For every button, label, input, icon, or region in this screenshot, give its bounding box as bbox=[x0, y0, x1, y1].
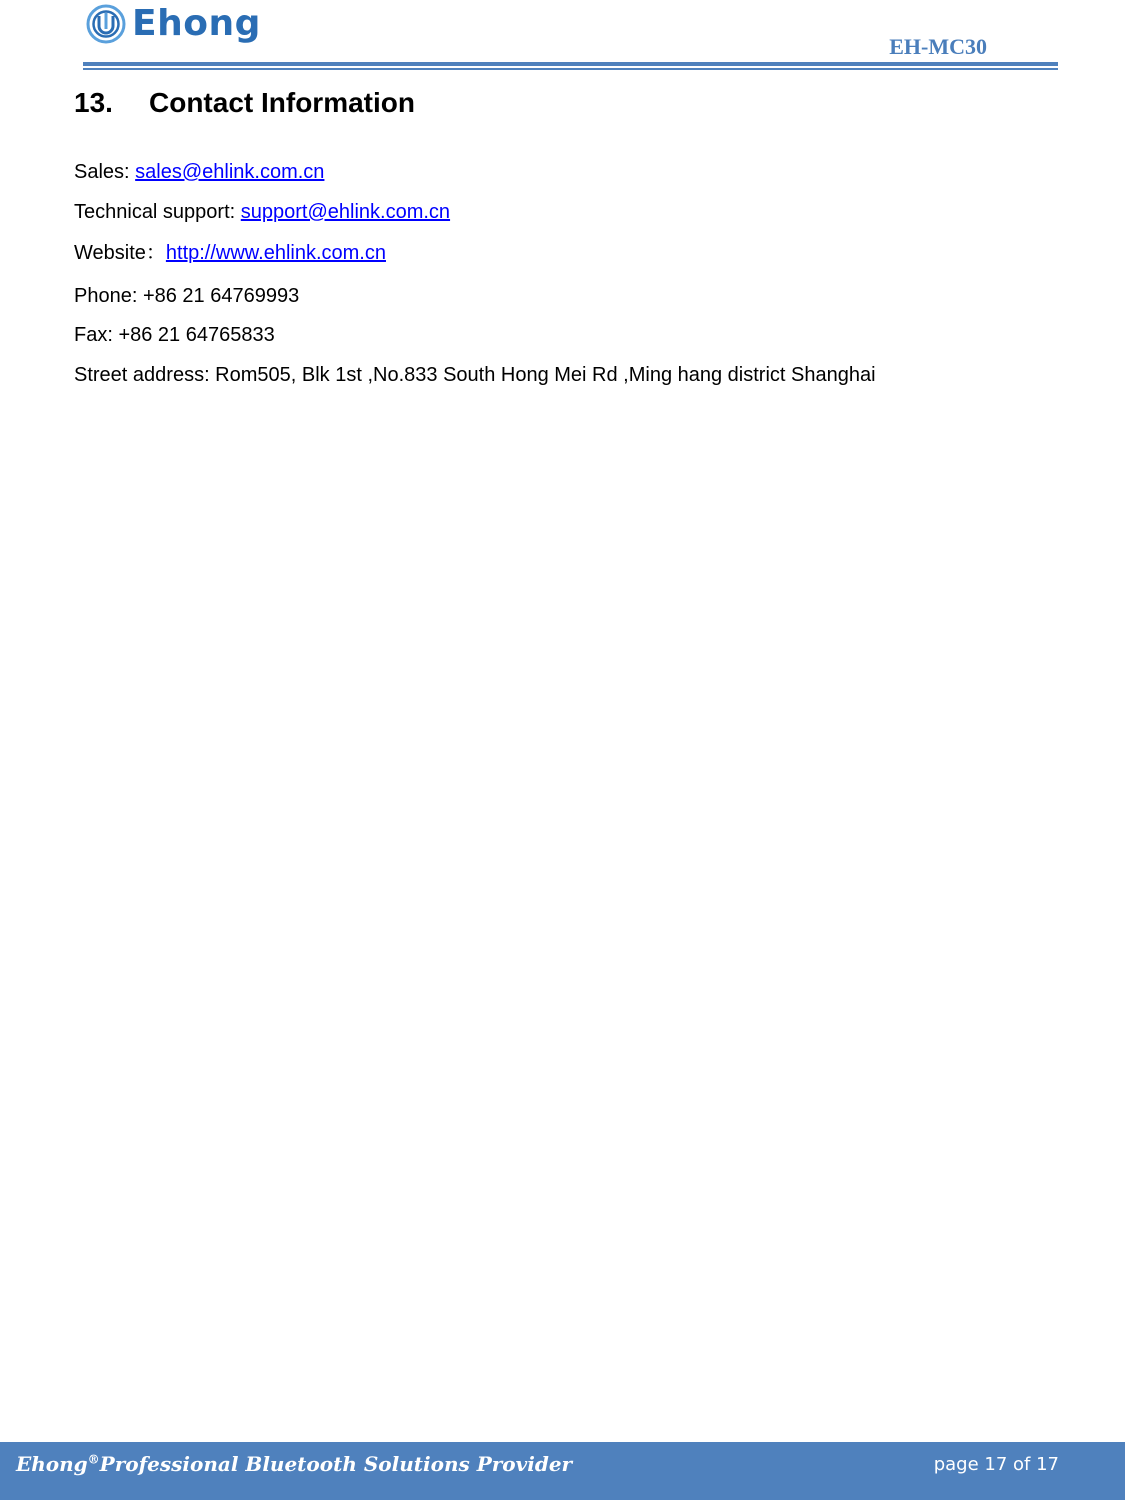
footer-tagline-text: Professional Bluetooth Solutions Provider bbox=[99, 1452, 573, 1476]
page-footer bbox=[0, 1442, 1125, 1500]
section-heading bbox=[74, 86, 415, 120]
registered-mark: ® bbox=[87, 1452, 100, 1467]
footer-tagline bbox=[16, 1452, 572, 1476]
sales-line bbox=[74, 160, 324, 184]
website-line bbox=[74, 241, 386, 265]
model-number: EH-MC30 bbox=[889, 34, 987, 59]
page-header bbox=[0, 0, 1125, 75]
support-line bbox=[74, 200, 450, 224]
fax-line: Fax: +86 21 64765833 bbox=[74, 324, 275, 346]
address-line: Street address: Rom505, Blk 1st ,No.833 South Hong Mei Rd ,Ming hang district Shanghai bbox=[74, 364, 876, 386]
ehong-logo bbox=[86, 2, 261, 46]
footer-brand: Ehong bbox=[16, 1452, 88, 1476]
website-link[interactable]: http://www.ehlink.com.cn bbox=[165, 242, 386, 264]
support-label: Technical support: bbox=[74, 201, 241, 223]
section-title-text: Contact Information bbox=[149, 87, 415, 118]
support-email-link[interactable]: support@ehlink.com.cn bbox=[240, 201, 451, 223]
header-rule-thin bbox=[83, 68, 1058, 70]
header-rule-thick bbox=[83, 62, 1058, 66]
phone-line: Phone: +86 21 64769993 bbox=[74, 285, 300, 307]
section-number: 13. bbox=[74, 87, 113, 118]
website-label: Website： bbox=[74, 242, 166, 264]
ehong-logo-icon bbox=[86, 4, 126, 44]
page-number: page 17 of 17 bbox=[933, 1454, 1059, 1475]
sales-label: Sales: bbox=[74, 161, 136, 183]
sales-email-link[interactable]: sales@ehlink.com.cn bbox=[135, 161, 325, 183]
logo-wordmark: Ehong bbox=[132, 3, 261, 44]
